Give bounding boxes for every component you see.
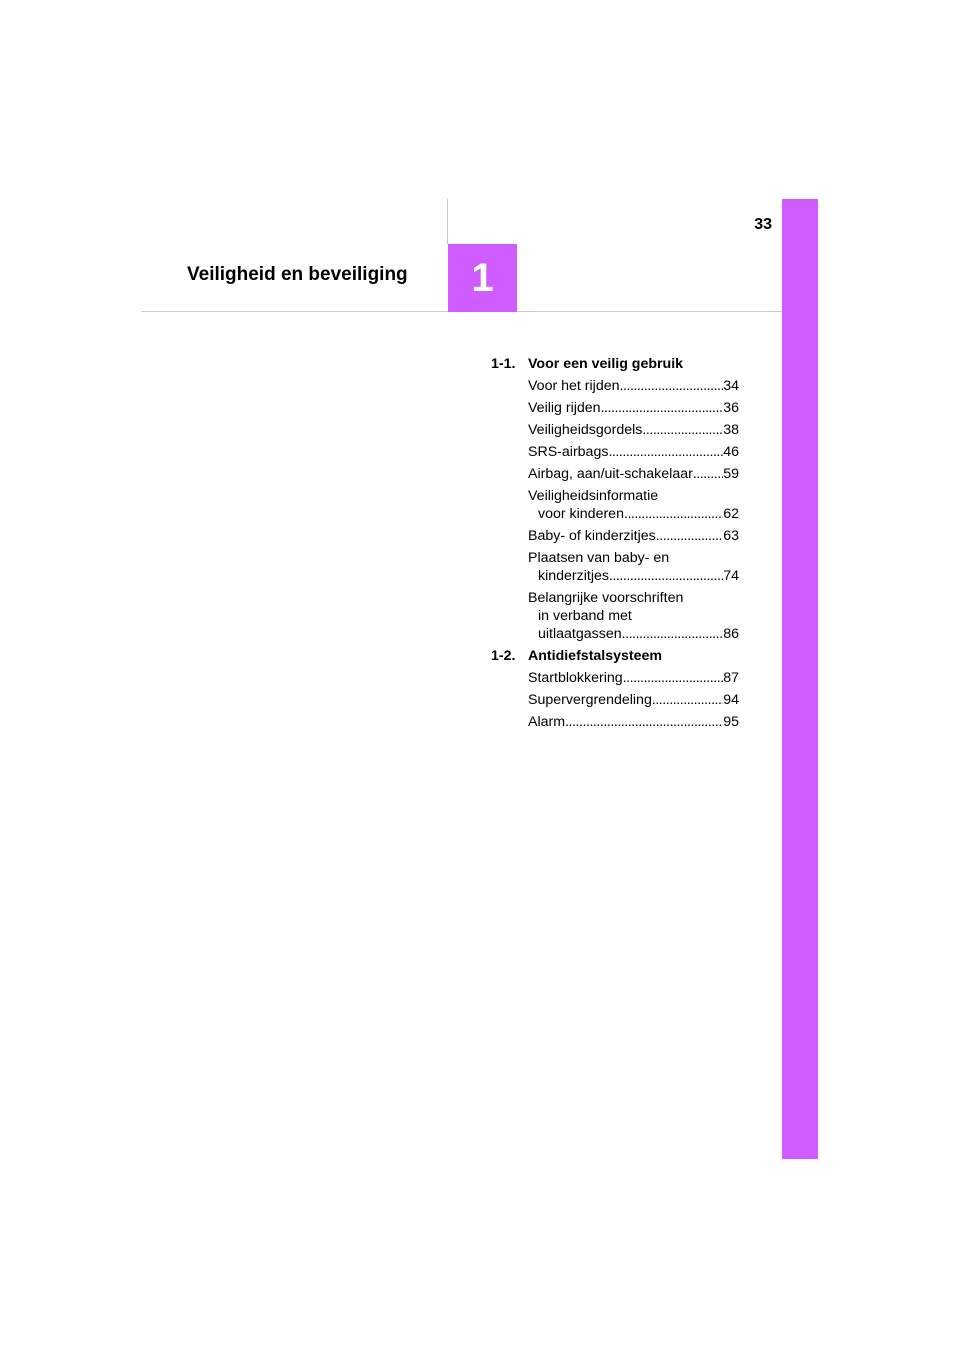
toc-entry[interactable] [528,443,739,461]
toc-page-number: 38 [723,422,739,438]
toc-section-number: 1-1. [491,356,516,372]
toc-entry-text: kinderzitjes [538,568,609,584]
toc-entry-text: uitlaatgassen [538,626,622,642]
toc-entry-text: Alarm [528,714,566,730]
toc-entry[interactable] [528,527,739,545]
toc-entry[interactable] [528,487,739,523]
toc-entry-text: SRS-airbags [528,444,609,460]
toc-page-number: 59 [723,466,739,482]
toc-page-number: 36 [723,400,739,416]
toc-section-title: Antidiefstalsysteem [528,648,663,664]
toc-page-number: 34 [723,378,739,394]
toc-entry-text: Plaatsen van baby- en [528,550,670,566]
toc-page-number: 87 [723,670,739,686]
thumb-tab-bar [782,199,818,1159]
toc-section-heading [491,355,739,373]
dot-leader [656,527,723,545]
toc-page-number: 62 [723,506,739,522]
dot-leader [565,713,723,731]
dot-leader [642,421,723,439]
toc-entry[interactable] [528,421,739,439]
chapter-number: 1 [471,255,494,300]
toc-entry[interactable] [528,691,739,709]
toc-entry-text: Veiligheidsgordels [528,422,643,438]
toc-entry-text: Airbag, aan/uit-schakelaar [528,466,693,482]
toc-entry[interactable] [528,713,739,731]
toc-page-number: 86 [723,626,739,642]
toc-entry-text: voor kinderen [538,506,624,522]
dot-leader [608,443,723,461]
toc-section-number: 1-2. [491,648,516,664]
toc-entry-text: Startblokkering [528,670,623,686]
dot-leader [620,377,724,395]
toc-page-number: 63 [723,528,739,544]
section-title: Veiligheid en beveiliging [187,264,408,285]
toc-entry[interactable] [528,377,739,395]
toc-entry[interactable] [528,549,739,585]
toc-entry-text: Belangrijke voorschriften [528,590,684,606]
toc-section-heading [491,647,739,665]
toc-entry-text: Veiligheidsinformatie [528,488,659,504]
toc-section-title: Voor een veilig gebruik [528,356,684,372]
dot-leader [601,399,724,417]
toc-page-number: 46 [723,444,739,460]
toc-entry-text: in verband met [538,608,632,624]
toc-entry-text: Baby- of kinderzitjes [528,528,656,544]
toc-entry[interactable] [528,399,739,417]
chapter-number-box [448,244,517,312]
dot-leader [693,465,723,483]
toc-entry-text: Veilig rijden [528,400,601,416]
dot-leader [624,505,723,523]
header-vertical-rule [447,199,448,244]
toc-entry[interactable] [528,669,739,687]
toc-entry-text: Supervergrendeling [528,692,652,708]
toc-page-number: 94 [723,692,739,708]
table-of-contents [491,355,739,735]
dot-leader [652,691,723,709]
toc-section [491,647,739,731]
dot-leader [622,625,724,643]
dot-leader [623,669,724,687]
toc-page-number: 95 [723,714,739,730]
page-number: 33 [754,216,772,233]
toc-section [491,355,739,643]
dot-leader [609,567,723,585]
toc-entry-text: Voor het rijden [528,378,620,394]
toc-entry[interactable] [528,589,739,643]
toc-page-number: 74 [723,568,739,584]
toc-entry[interactable] [528,465,739,483]
